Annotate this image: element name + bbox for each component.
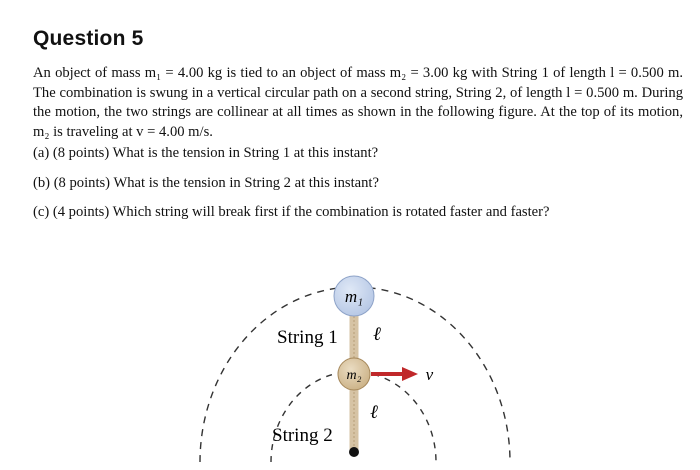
string-1-label: String 1 <box>277 327 338 348</box>
part-a-text: What is the tension in String 1 at this instant? <box>112 145 379 161</box>
part-a-points: (8 points) <box>52 145 110 161</box>
velocity-label: v⃗ <box>425 365 447 384</box>
circular-motion-figure <box>0 250 700 470</box>
mass-2-label: m₂ <box>346 368 362 383</box>
part-a <box>33 144 683 164</box>
part-a-label: (a) <box>33 145 50 161</box>
part-b-points: (8 points) <box>53 175 111 191</box>
mass-1-label: m₁ <box>344 287 364 306</box>
part-c-label: (c) <box>33 204 50 220</box>
question-title: Question 5 <box>33 27 144 50</box>
part-b-text: What is the tension in String 2 at this instant? <box>113 175 379 191</box>
part-c <box>33 203 683 223</box>
part-c-text: Which string will break first if the combination is rotated faster and faster? <box>112 204 550 220</box>
length-label-lower: ℓ <box>370 402 378 423</box>
part-b <box>33 174 683 194</box>
problem-statement: An object of mass m₁ = 4.00 kg is tied to an object of mass m₂ = 3.00 kg with String 1 of length l = 0.500 m. The combination is swung in a vertical circular path on a second string, String 2, of length l = 0.500 m. During the motion, the two strings are collinear at all times as shown in the following figure. At the top of its motion, m₂ is traveling at v = 4.00 m/s. <box>33 65 683 140</box>
string-2-label: String 2 <box>272 425 333 446</box>
part-c-points: (4 points) <box>52 204 110 220</box>
velocity-arrow-head <box>402 367 418 381</box>
part-b-label: (b) <box>33 175 51 191</box>
pivot-point <box>349 447 359 457</box>
length-label-upper: ℓ <box>373 324 381 345</box>
